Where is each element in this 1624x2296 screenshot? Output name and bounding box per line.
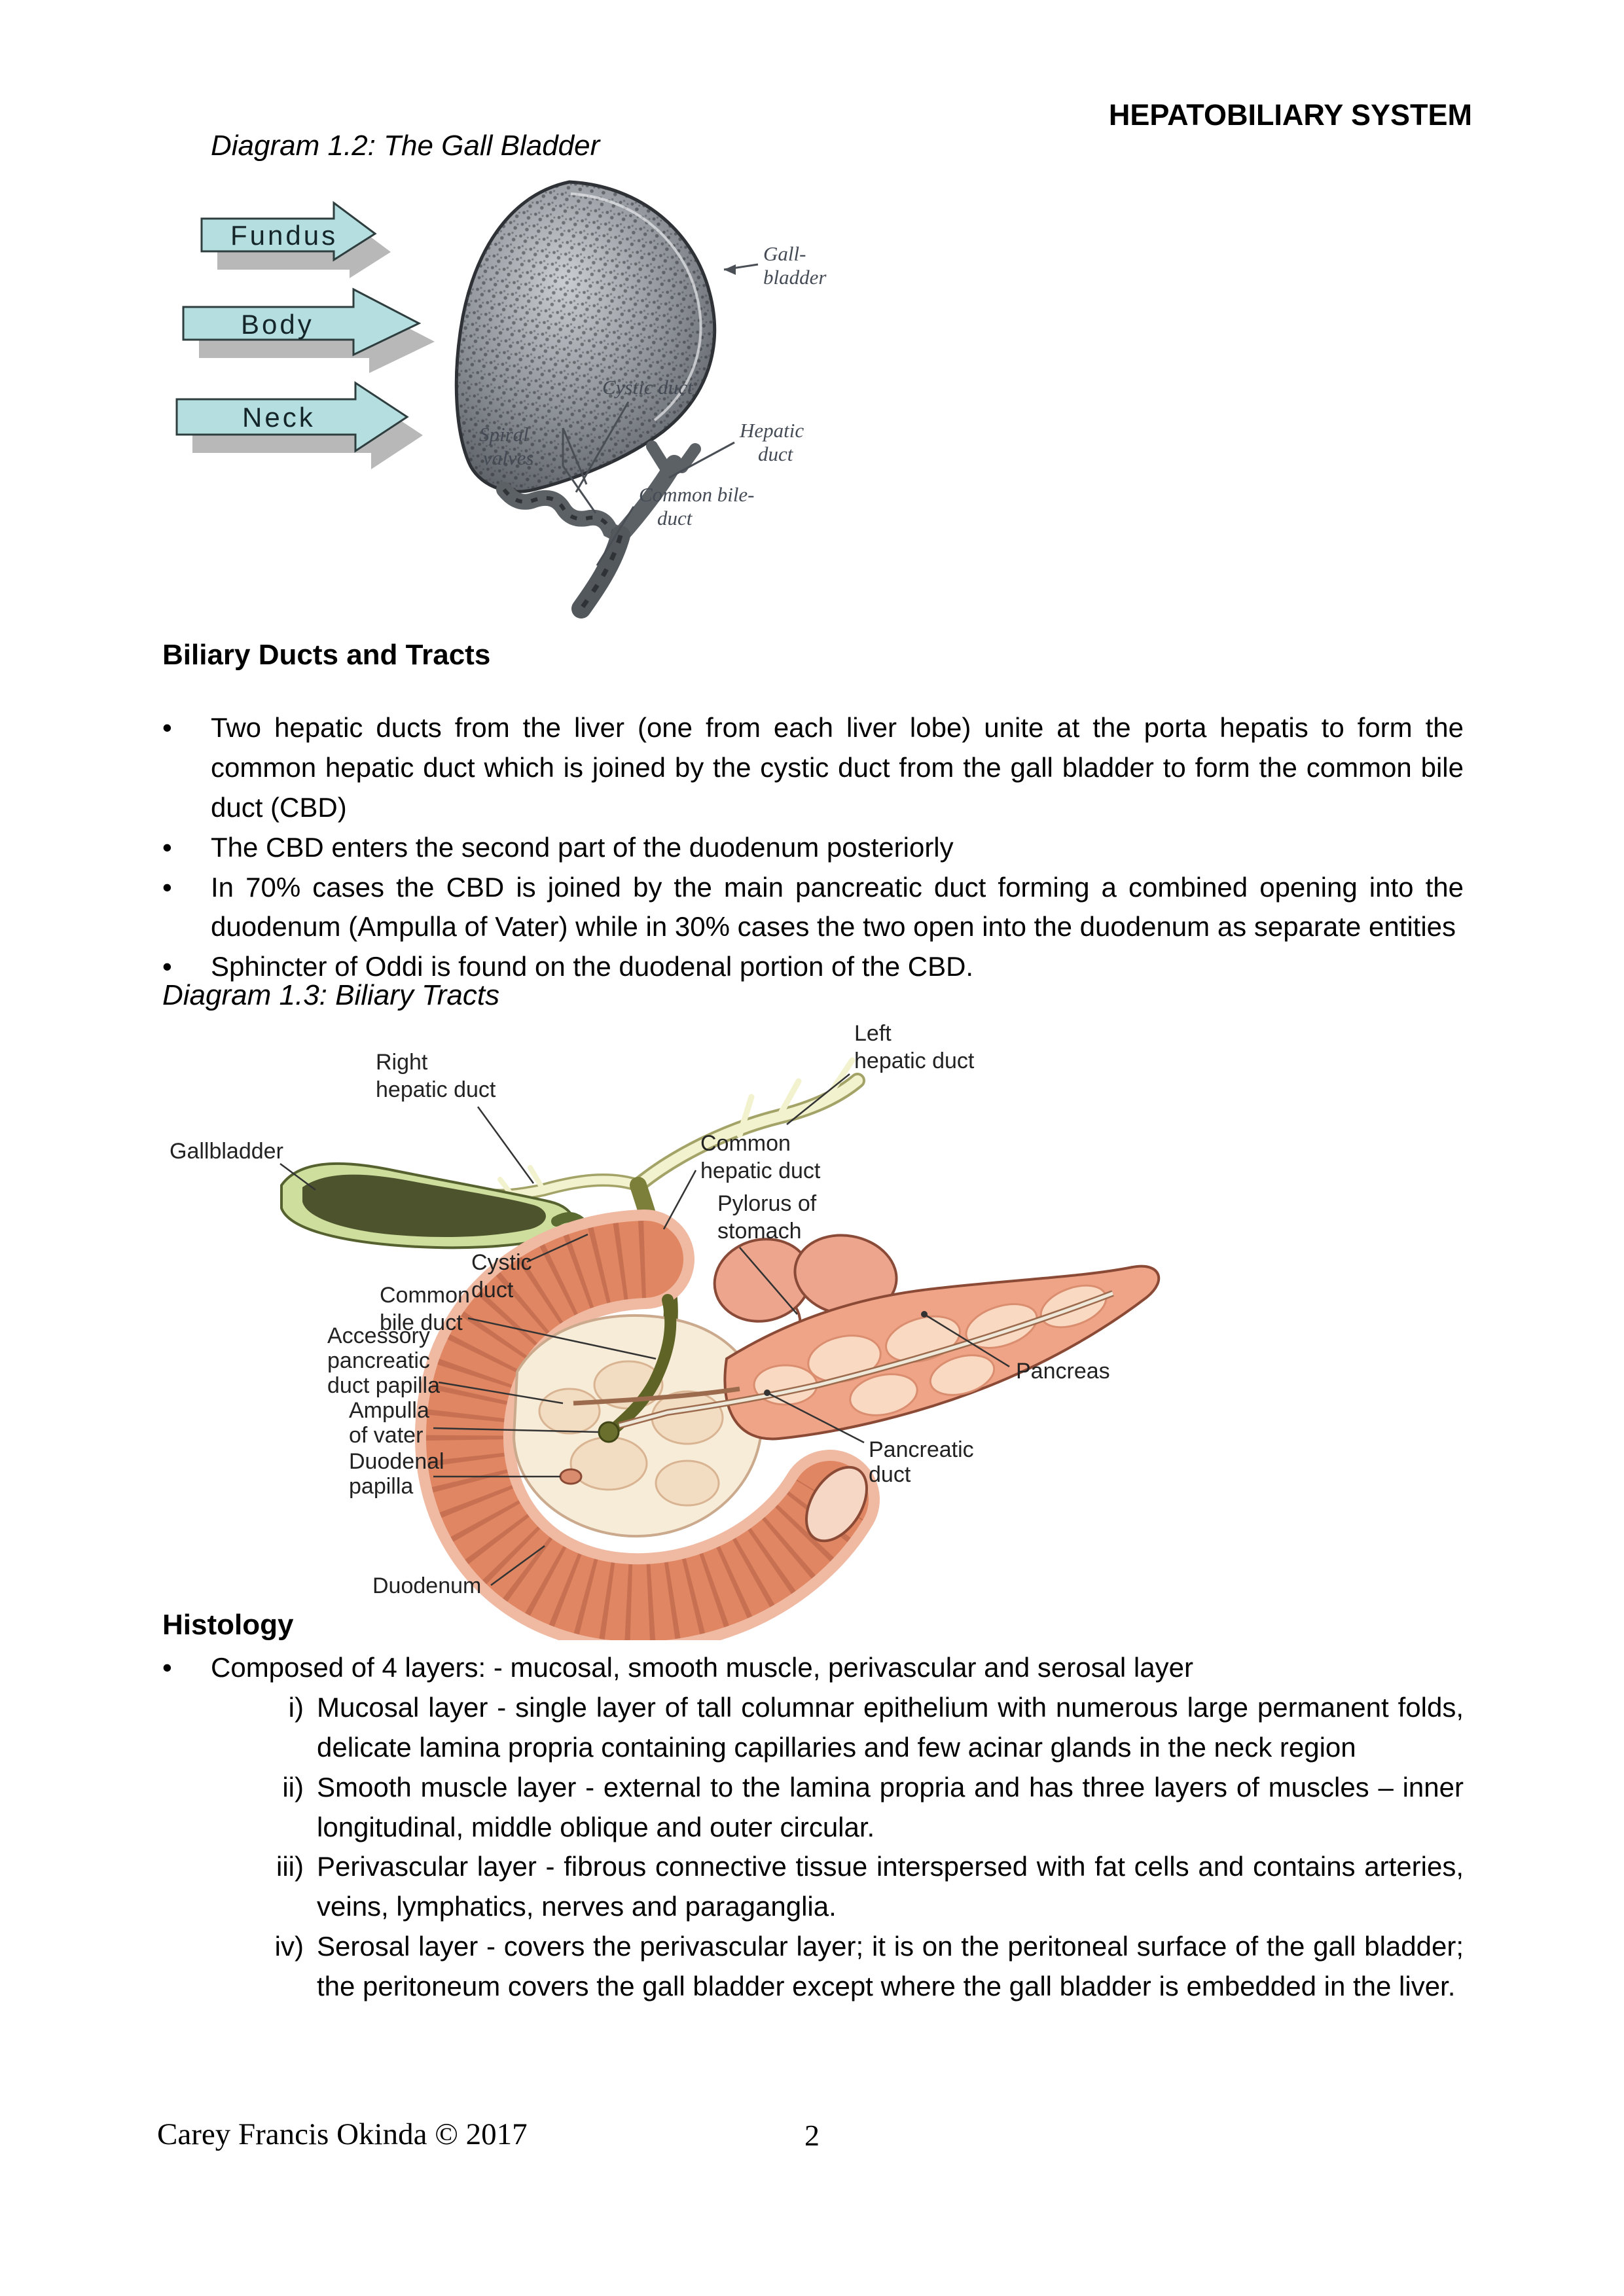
neck-arrow — [177, 383, 423, 469]
cystic-duct-engraving — [504, 490, 621, 535]
svg-text:Pancreatic: Pancreatic — [869, 1437, 974, 1462]
label-gall-bladder — [724, 242, 827, 289]
label-right-hepatic-duct — [376, 1050, 533, 1183]
footer-page-number: 2 — [804, 2119, 820, 2152]
diagram-1-2-figure — [170, 171, 851, 630]
bullet-icon — [162, 708, 211, 828]
list-item: • Sphincter of Oddi is found on the duodenal portion of the CBD. — [162, 947, 1464, 987]
svg-text:Cystic: Cystic — [471, 1250, 532, 1275]
svg-text:Cystic duct: Cystic duct — [602, 376, 693, 399]
svg-text:Common: Common — [700, 1131, 791, 1156]
list-item: iv) Serosal layer - covers the perivascular layer; it is on the peritoneal surface of the gall bladder; the peritoneum covers the gall bladder except where the gall bladder is embedded in the liver. — [244, 1927, 1464, 2007]
svg-text:duct: duct — [657, 507, 693, 529]
footer-author: Carey Francis Okinda © 2017 — [157, 2117, 528, 2151]
svg-text:pancreatic: pancreatic — [327, 1348, 430, 1373]
svg-text:Duodenum: Duodenum — [372, 1573, 482, 1598]
biliary-ducts-section — [162, 639, 1464, 987]
body-arrow — [183, 289, 435, 373]
common-bile-duct-engraving — [581, 535, 621, 609]
svg-text:Ampulla: Ampulla — [349, 1398, 429, 1423]
diagram-1-2-caption: Diagram 1.2: The Gall Bladder — [211, 130, 600, 162]
svg-text:Duodenal: Duodenal — [349, 1449, 444, 1474]
page-title: HEPATOBILIARY SYSTEM — [1108, 98, 1472, 132]
svg-text:Gall-: Gall- — [763, 242, 806, 265]
list-item: ii) Smooth muscle layer - external to the lamina propria and has three layers of muscles – inner longitudinal, middle oblique and outer circular. — [244, 1768, 1464, 1848]
list-item: • In 70% cases the CBD is joined by the main pancreatic duct forming a combined opening into the duodenum (Ampulla of Vater) while in 30% cases the two open into the duodenum as separate entities — [162, 868, 1464, 948]
svg-text:Accessory: Accessory — [327, 1323, 430, 1348]
svg-text:Gallbladder: Gallbladder — [170, 1139, 283, 1164]
list-item: iii) Perivascular layer - fibrous connective tissue interspersed with fat cells and contains arteries, veins, lymphatics, nerves and paraganglia. — [244, 1847, 1464, 1927]
svg-text:Hepatic: Hepatic — [740, 419, 804, 442]
bullet-icon — [162, 1648, 211, 1688]
biliary-tract-illustration — [151, 1018, 1172, 1640]
bullet-icon — [162, 868, 211, 948]
svg-text:bladder: bladder — [763, 266, 827, 289]
svg-text:Spiral: Spiral — [479, 423, 529, 446]
diagram-1-3-figure — [151, 1018, 1172, 1640]
neck-arrow-label: Neck — [242, 402, 316, 433]
svg-text:duct papilla: duct papilla — [327, 1373, 441, 1398]
svg-text:Right: Right — [376, 1050, 428, 1075]
bullet-icon — [162, 828, 211, 868]
svg-text:Common: Common — [380, 1283, 470, 1308]
diagram-1-3-caption: Diagram 1.3: Biliary Tracts — [162, 979, 500, 1011]
svg-text:duct: duct — [471, 1278, 514, 1302]
list-item: • Two hepatic ducts from the liver (one from each liver lobe) unite at the porta hepatis to form the common hepatic duct which is joined by the cystic duct from the gall bladder to form the common bile duct (CBD) — [162, 708, 1464, 828]
svg-text:hepatic duct: hepatic duct — [854, 1049, 975, 1073]
histology-heading: Histology — [162, 1609, 294, 1641]
svg-text:Pancreas: Pancreas — [1016, 1359, 1110, 1384]
ampulla-shape — [599, 1422, 619, 1442]
body-arrow-label: Body — [241, 309, 314, 340]
histology-section — [162, 1609, 1464, 2007]
list-item: • Composed of 4 layers: - mucosal, smooth muscle, perivascular and serosal layer — [162, 1648, 1464, 1688]
fundus-arrow — [202, 203, 391, 278]
fundus-arrow-label: Fundus — [230, 220, 338, 251]
svg-text:stomach: stomach — [717, 1219, 802, 1244]
gall-bladder-arrowhead-icon — [724, 264, 736, 275]
svg-text:valves: valves — [483, 446, 534, 469]
item-number: iv) — [274, 1931, 304, 1962]
svg-text:hepatic duct: hepatic duct — [700, 1158, 821, 1183]
list-item: • The CBD enters the second part of the duodenum posteriorly — [162, 828, 1464, 868]
svg-text:duct: duct — [869, 1462, 911, 1487]
item-number: ii) — [282, 1771, 304, 1803]
svg-text:Left: Left — [854, 1021, 892, 1046]
biliary-bullet-list — [162, 708, 1464, 987]
svg-text:bile duct: bile duct — [380, 1310, 463, 1335]
svg-text:papilla: papilla — [349, 1474, 414, 1499]
svg-text:Pylorus of: Pylorus of — [717, 1191, 817, 1216]
list-item: i) Mucosal layer - single layer of tall columnar epithelium with numerous large permanent folds, delicate lamina propria containing capillaries and few acinar glands in the neck region — [244, 1688, 1464, 1768]
svg-text:of vater: of vater — [349, 1423, 424, 1448]
svg-text:Common bile-: Common bile- — [639, 483, 755, 506]
duodenum-interior-window — [514, 1316, 762, 1536]
item-number: iii) — [276, 1851, 304, 1882]
gallbladder-engraving-illustration — [170, 171, 851, 630]
svg-text:hepatic duct: hepatic duct — [376, 1077, 496, 1102]
duodenal-papilla-shape — [560, 1469, 581, 1484]
item-number: i) — [288, 1691, 304, 1723]
biliary-heading: Biliary Ducts and Tracts — [162, 639, 491, 671]
histology-numbered-list — [244, 1688, 1464, 2007]
svg-text:duct: duct — [758, 442, 793, 465]
